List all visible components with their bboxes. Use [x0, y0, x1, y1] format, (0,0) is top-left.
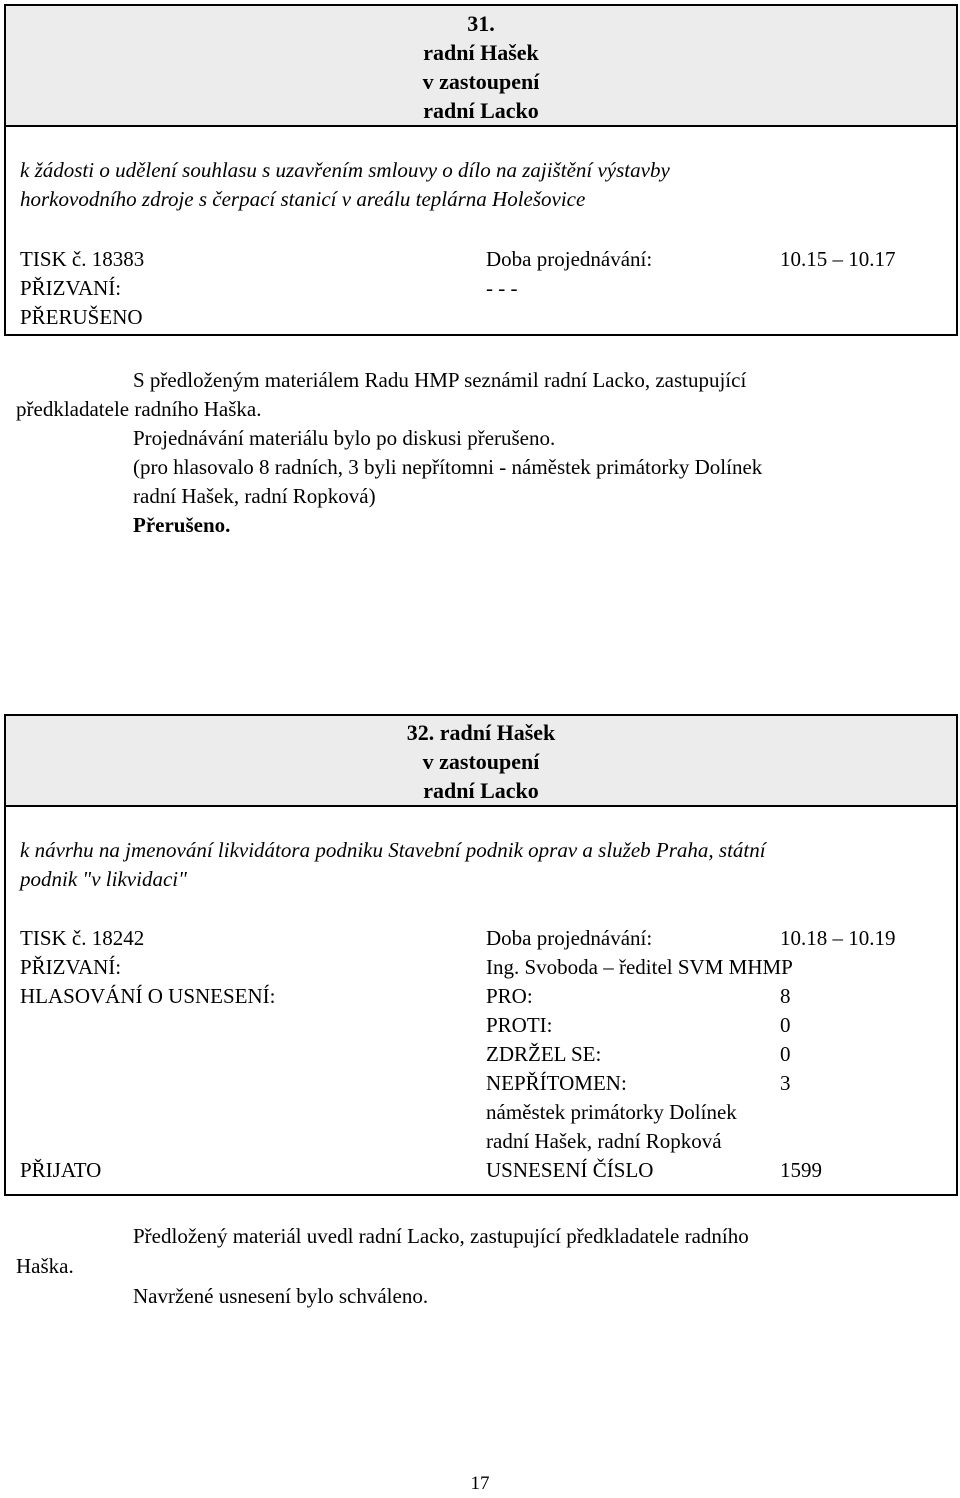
item-31-subject: k žádosti o udělení souhlasu s uzavřením smlouvy o dílo na zajištění výstavby horkovodního zdroje s čerpací stanicí v areálu teplárna Holešovice [20, 158, 670, 211]
prizvani-row [20, 274, 942, 303]
pro-value: 8 [780, 984, 791, 1008]
prizvani-label: PŘIZVANÍ: [20, 276, 122, 300]
representation-note: v zastoupení [422, 749, 540, 774]
nepritomen-row [20, 1069, 942, 1098]
proti-label: PROTI: [486, 1013, 553, 1037]
proti-row [20, 1011, 942, 1040]
usneseni-label: USNESENÍ ČÍSLO [486, 1158, 654, 1182]
item-31-box [4, 4, 958, 336]
tisk-label: TISK č. 18383 [20, 247, 145, 271]
pro-label: PRO: [486, 984, 533, 1008]
result-row [20, 1156, 942, 1185]
tisk-row [20, 924, 942, 953]
zdrzel-value: 0 [780, 1042, 791, 1066]
prijato-label: PŘIJATO [20, 1158, 102, 1182]
presenter: 32. radní Hašek [406, 720, 556, 745]
nepritomen-label: NEPŘÍTOMEN: [486, 1071, 627, 1095]
status-row [20, 303, 942, 332]
doba-value: 10.18 – 10.19 [780, 926, 896, 950]
zdrzel-row [20, 1040, 942, 1069]
hlasovani-row [20, 982, 942, 1011]
item-31-result: Přerušeno. [133, 513, 231, 537]
status-text: PŘERUŠENO [20, 305, 143, 329]
item-32-header [6, 716, 956, 807]
prizvani-value: - - - [486, 276, 518, 300]
item-31-header [6, 6, 956, 127]
absent-names-line2: radní Hašek, radní Ropková [486, 1129, 722, 1153]
item-31-para1-line1: S předloženým materiálem Radu HMP seznámil radní Lacko, zastupující [133, 368, 747, 392]
item-number: 31. [467, 11, 495, 36]
zdrzel-label: ZDRŽEL SE: [486, 1042, 602, 1066]
absent-names-line1: náměstek primátorky Dolínek [486, 1100, 737, 1124]
item-31-para3-line1: (pro hlasovalo 8 radních, 3 byli nepřítomni - náměstek primátorky Dolínek [133, 455, 763, 479]
usneseni-value: 1599 [780, 1158, 822, 1182]
tisk-row [20, 245, 942, 274]
absent-names-row-1 [20, 1098, 942, 1127]
page-number: 17 [470, 1473, 490, 1494]
item-32-subject: k návrhu na jmenování likvidátora podniku Stavební podnik oprav a služeb Praha, státní podnik "v likvidaci" [20, 838, 766, 891]
proti-value: 0 [780, 1013, 791, 1037]
prizvani-label: PŘIZVANÍ: [20, 955, 122, 979]
representation-note: v zastoupení [422, 69, 540, 94]
absent-names-row-2 [20, 1127, 942, 1156]
representative: radní Lacko [423, 98, 539, 123]
item-32-para1-line2: Haška. [16, 1254, 74, 1278]
prizvani-value: Ing. Svoboda – ředitel SVM MHMP [486, 955, 793, 979]
doba-label: Doba projednávání: [486, 247, 653, 271]
item-31-para1-line2: předkladatele radního Haška. [16, 397, 262, 421]
presenter: radní Hašek [423, 40, 539, 65]
tisk-label: TISK č. 18242 [20, 926, 145, 950]
representative: radní Lacko [423, 778, 539, 803]
doba-label: Doba projednávání: [486, 926, 653, 950]
item-31-para3-line2: radní Hašek, radní Ropková) [133, 484, 376, 508]
item-32-box [4, 714, 958, 1196]
item-31-para2: Projednávání materiálu bylo po diskusi přerušeno. [133, 426, 556, 450]
hlasovani-label: HLASOVÁNÍ O USNESENÍ: [20, 984, 276, 1008]
item-32-para2: Navržené usnesení bylo schváleno. [133, 1284, 429, 1308]
doba-value: 10.15 – 10.17 [780, 247, 896, 271]
prizvani-row [20, 953, 942, 982]
nepritomen-value: 3 [780, 1071, 791, 1095]
item-32-para1-line1: Předložený materiál uvedl radní Lacko, zastupující předkladatele radního [133, 1224, 749, 1248]
